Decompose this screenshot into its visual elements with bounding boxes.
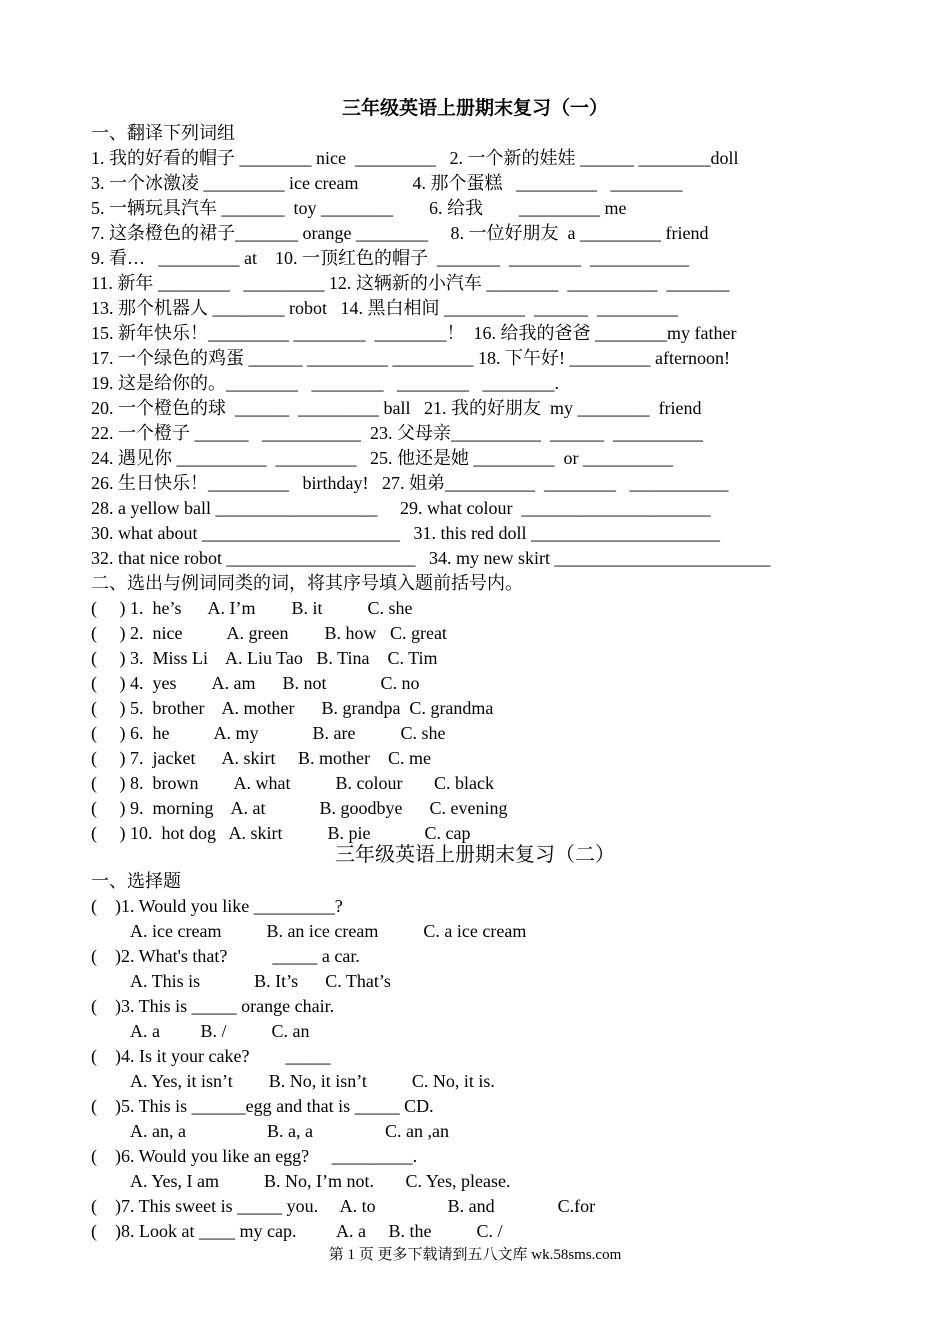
classify-line: ( ) 5. brother A. mother B. grandpa C. grandma	[91, 698, 494, 718]
choice-question: ( )4. Is it your cake? _____	[91, 1046, 331, 1066]
classify-line: ( ) 9. morning A. at B. goodbye C. evening	[91, 798, 508, 818]
translate-line: 32. that nice robot _____________________ 34. my new skirt ________________________	[91, 548, 771, 568]
translate-line: 5. 一辆玩具汽车 _______ toy ________ 6. 给我 _________ me	[91, 198, 627, 218]
translate-line: 20. 一个橙色的球 ______ _________ ball 21. 我的好朋友 my ________ friend	[91, 398, 702, 418]
classify-line: ( ) 10. hot dog A. skirt B. pie C. cap	[91, 823, 471, 843]
translate-line: 26. 生日快乐！_________ birthday! 27. 姐弟__________ ________ ___________	[91, 473, 729, 493]
choice-question: ( )7. This sweet is _____ you. A. to B. and C.for	[91, 1196, 596, 1216]
choice-question: ( )8. Look at ____ my cap. A. a B. the C. /	[91, 1221, 503, 1241]
choice-question: ( )3. This is _____ orange chair.	[91, 996, 335, 1016]
title-part-2: 三年级英语上册期末复习（二）	[335, 844, 615, 866]
choice-question: ( )1. Would you like _________?	[91, 896, 343, 916]
translate-line: 15. 新年快乐！_________ ________ ________！ 16. 给我的爸爸 ________my father	[91, 323, 737, 343]
translate-line: 1. 我的好看的帽子 ________ nice _________ 2. 一个新的娃娃 ______ ________doll	[91, 148, 739, 168]
section-3-heading: 一、选择题	[91, 871, 181, 891]
classify-line: ( ) 2. nice A. green B. how C. great	[91, 623, 447, 643]
choice-options: A. an, a B. a, a C. an ,an	[130, 1121, 449, 1141]
translate-line: 11. 新年 ________ _________ 12. 这辆新的小汽车 ________ __________ _______	[91, 273, 730, 293]
choice-options: A. ice cream B. an ice cream C. a ice cream	[130, 921, 527, 941]
translate-line: 17. 一个绿色的鸡蛋 ______ _________ _________ 18. 下午好! _________ afternoon!	[91, 348, 730, 368]
classify-line: ( ) 4. yes A. am B. not C. no	[91, 673, 420, 693]
translate-line: 7. 这条橙色的裙子_______ orange ________ 8. 一位好朋友 a _________ friend	[91, 223, 709, 243]
classify-line: ( ) 8. brown A. what B. colour C. black	[91, 773, 494, 793]
choice-question: ( )6. Would you like an egg? _________.	[91, 1146, 418, 1166]
choice-question: ( )2. What's that? _____ a car.	[91, 946, 360, 966]
translate-line: 30. what about ______________________ 31. this red doll _____________________	[91, 523, 720, 543]
choice-options: A. This is B. It’s C. That’s	[130, 971, 391, 991]
classify-line: ( ) 7. jacket A. skirt B. mother C. me	[91, 748, 431, 768]
page-footer: 第 1 页 更多下载请到五八文库 wk.58sms.com	[328, 1247, 622, 1263]
translate-line: 9. 看… _________ at 10. 一顶红色的帽子 _______ ________ ___________	[91, 248, 689, 268]
classify-line: ( ) 6. he A. my B. are C. she	[91, 723, 446, 743]
choice-question: ( )5. This is ______egg and that is _____ CD.	[91, 1096, 434, 1116]
choice-options: A. Yes, it isn’t B. No, it isn’t C. No, it is.	[130, 1071, 495, 1091]
translate-line: 3. 一个冰激凌 _________ ice cream 4. 那个蛋糕 _________ ________	[91, 173, 683, 193]
classify-line: ( ) 3. Miss Li A. Liu Tao B. Tina C. Tim	[91, 648, 438, 668]
choice-options: A. Yes, I am B. No, I’m not. C. Yes, please.	[130, 1171, 511, 1191]
translate-line: 28. a yellow ball __________________ 29. what colour _____________________	[91, 498, 711, 518]
classify-line: ( ) 1. he’s A. I’m B. it C. she	[91, 598, 413, 618]
choice-options: A. a B. / C. an	[130, 1021, 310, 1041]
translate-line: 22. 一个橙子 ______ ___________ 23. 父母亲__________ ______ __________	[91, 423, 703, 443]
translate-line: 19. 这是给你的。________ ________ ________ ________.	[91, 373, 559, 393]
section-2-heading: 二、选出与例词同类的词，将其序号填入题前括号内。	[91, 573, 523, 593]
translate-line: 13. 那个机器人 ________ robot 14. 黑白相间 _________ ______ _________	[91, 298, 678, 318]
title-part-1: 三年级英语上册期末复习（一）	[341, 98, 608, 119]
section-1-heading: 一、翻译下列词组	[91, 123, 235, 143]
translate-line: 24. 遇见你 __________ _________ 25. 他还是她 _________ or __________	[91, 448, 673, 468]
